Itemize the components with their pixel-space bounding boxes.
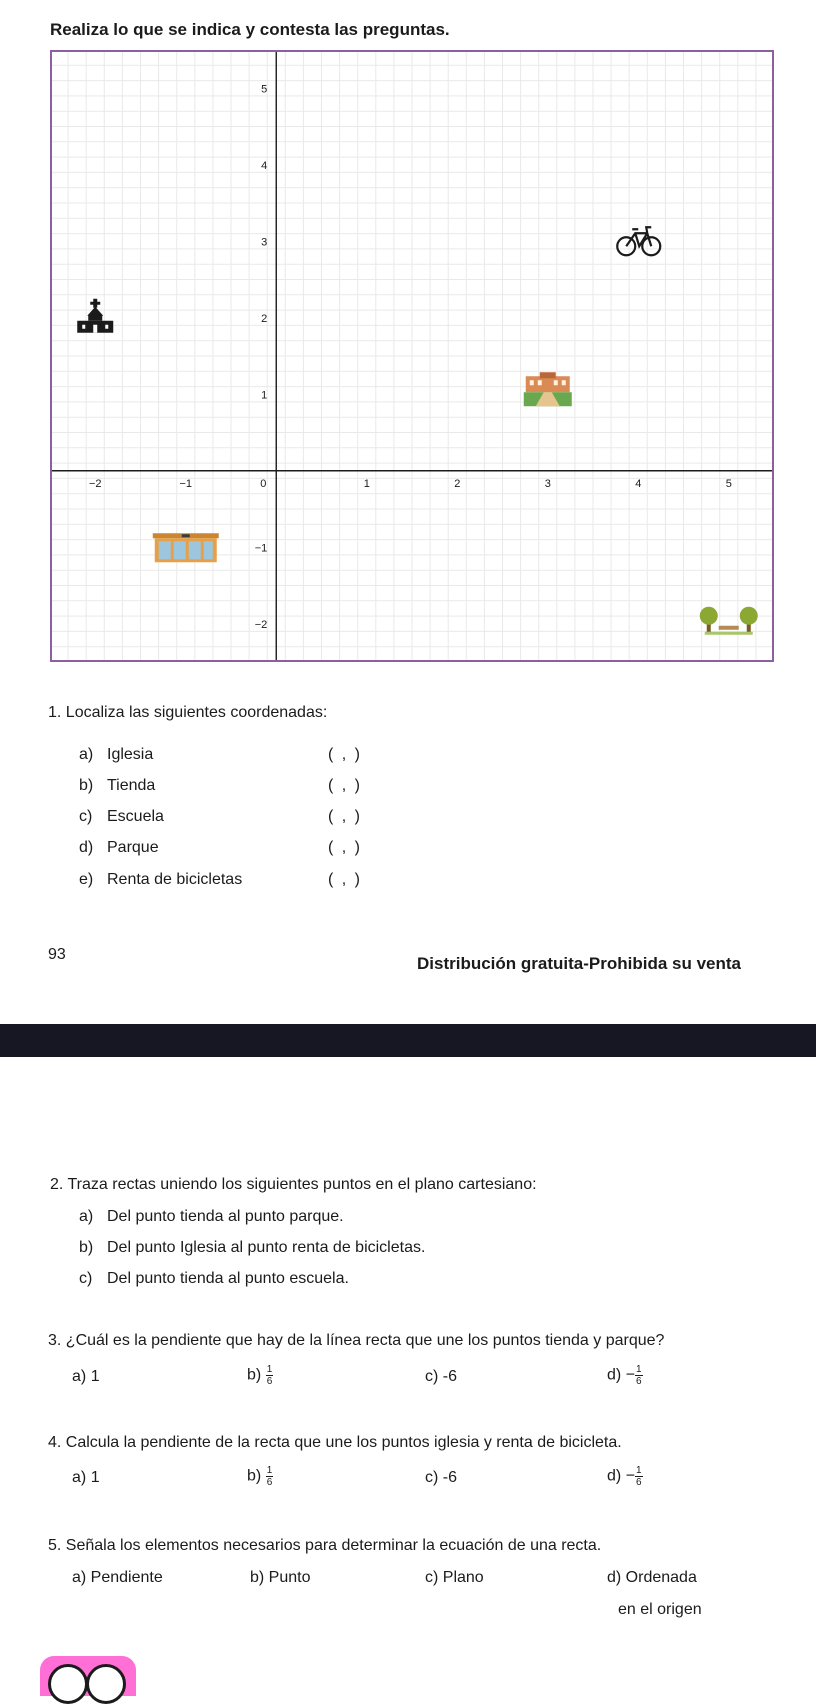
q5-option-c[interactable]: c) Plano — [425, 1569, 484, 1586]
q1-title: 1. Localiza las siguientes coordenadas: — [48, 704, 328, 721]
x-tick-label: 0 — [260, 477, 267, 490]
q1-item-letter: a) — [79, 746, 94, 763]
x-tick-label: 3 — [544, 477, 551, 490]
q5-option-a[interactable]: a) Pendiente — [72, 1569, 163, 1586]
q2-item-letter: c) — [79, 1270, 93, 1287]
bicycle-icon — [617, 227, 660, 255]
school-icon — [524, 372, 572, 406]
q2-item-text: Del punto tienda al punto parque. — [107, 1208, 344, 1225]
x-tick-label: −1 — [179, 477, 193, 490]
q1-item-label: Tienda — [107, 777, 156, 794]
q1-item-label: Escuela — [107, 808, 164, 825]
q1-item-letter: e) — [79, 871, 94, 888]
q1-answer-blank[interactable]: ( , ) — [328, 839, 362, 856]
y-tick-label: 3 — [261, 236, 268, 249]
x-tick-label: −2 — [88, 477, 102, 490]
q3-title: 3. ¿Cuál es la pendiente que hay de la línea recta que une los puntos tienda y parque? — [48, 1332, 665, 1349]
grid-minor — [50, 50, 774, 662]
store-icon — [153, 533, 219, 562]
q4-title: 4. Calcula la pendiente de la recta que une los puntos iglesia y renta de bicicleta. — [48, 1434, 622, 1451]
q2-item-letter: b) — [79, 1239, 94, 1256]
q5-option-d-continued: en el origen — [618, 1601, 702, 1618]
footer-notice: Distribución gratuita-Prohibida su venta — [417, 954, 741, 973]
park-icon — [700, 607, 758, 635]
cartesian-plane — [50, 50, 774, 662]
q1-item-label: Parque — [107, 839, 159, 856]
q1-answer-blank[interactable]: ( , ) — [328, 746, 362, 763]
instruction-heading: Realiza lo que se indica y contesta las preguntas. — [50, 20, 450, 39]
fraction: $\frac{1}{6}$ — [266, 1364, 273, 1387]
q1-answer-blank[interactable]: ( , ) — [328, 777, 362, 794]
y-tick-label: 2 — [261, 312, 268, 325]
q1-item-letter: c) — [79, 808, 93, 825]
x-tick-label: 1 — [363, 477, 370, 490]
church-icon — [77, 299, 113, 333]
q2-item-text: Del punto tienda al punto escuela. — [107, 1270, 349, 1287]
q1-item-label: Iglesia — [107, 746, 154, 763]
q4-option-b[interactable]: b) $\frac{1}{6}$ — [247, 1465, 273, 1488]
y-tick-label: 4 — [261, 159, 268, 172]
q3-option-a[interactable]: a) 1 — [72, 1368, 100, 1385]
fraction: $\frac{1}{6}$ — [636, 1465, 642, 1488]
q5-option-d[interactable]: d) Ordenada — [607, 1569, 697, 1586]
y-tick-label: 1 — [261, 389, 268, 402]
q2-title: 2. Traza rectas uniendo los siguientes puntos en el plano cartesiano: — [50, 1176, 537, 1193]
y-tick-label: −2 — [254, 618, 268, 631]
x-tick-label: 4 — [635, 477, 642, 490]
q1-answer-blank[interactable]: ( , ) — [328, 808, 362, 825]
q3-option-c[interactable]: c) -6 — [425, 1368, 458, 1385]
q1-item-letter: b) — [79, 777, 94, 794]
q1-item-letter: d) — [79, 839, 94, 856]
decorative-pink-tab — [40, 1656, 136, 1696]
y-tick-label: −1 — [254, 542, 268, 555]
q4-option-a[interactable]: a) 1 — [72, 1469, 100, 1486]
q2-item-text: Del punto Iglesia al punto renta de bicicletas. — [107, 1239, 426, 1256]
q1-item-label: Renta de bicicletas — [107, 871, 243, 888]
x-tick-label: 2 — [454, 477, 461, 490]
x-tick-labels — [89, 478, 732, 490]
page-divider-band — [0, 1024, 816, 1057]
fraction: $\frac{1}{6}$ — [266, 1465, 273, 1488]
x-tick-label: 5 — [725, 477, 732, 490]
q3-option-d[interactable]: d) − $\frac{1}{6}$ — [607, 1364, 642, 1387]
y-tick-label: 5 — [261, 83, 268, 96]
fraction: $\frac{1}{6}$ — [636, 1364, 642, 1387]
q1-answer-blank[interactable]: ( , ) — [328, 871, 362, 888]
q3-option-b[interactable]: b) $\frac{1}{6}$ — [247, 1364, 273, 1387]
q2-item-letter: a) — [79, 1208, 94, 1225]
q4-option-c[interactable]: c) -6 — [425, 1469, 458, 1486]
y-tick-labels — [255, 83, 268, 631]
q5-option-b[interactable]: b) Punto — [250, 1569, 311, 1586]
q4-option-d[interactable]: d) − $\frac{1}{6}$ — [607, 1465, 642, 1488]
page-number: 93 — [48, 946, 66, 963]
q5-title: 5. Señala los elementos necesarios para determinar la ecuación de una recta. — [48, 1537, 602, 1554]
